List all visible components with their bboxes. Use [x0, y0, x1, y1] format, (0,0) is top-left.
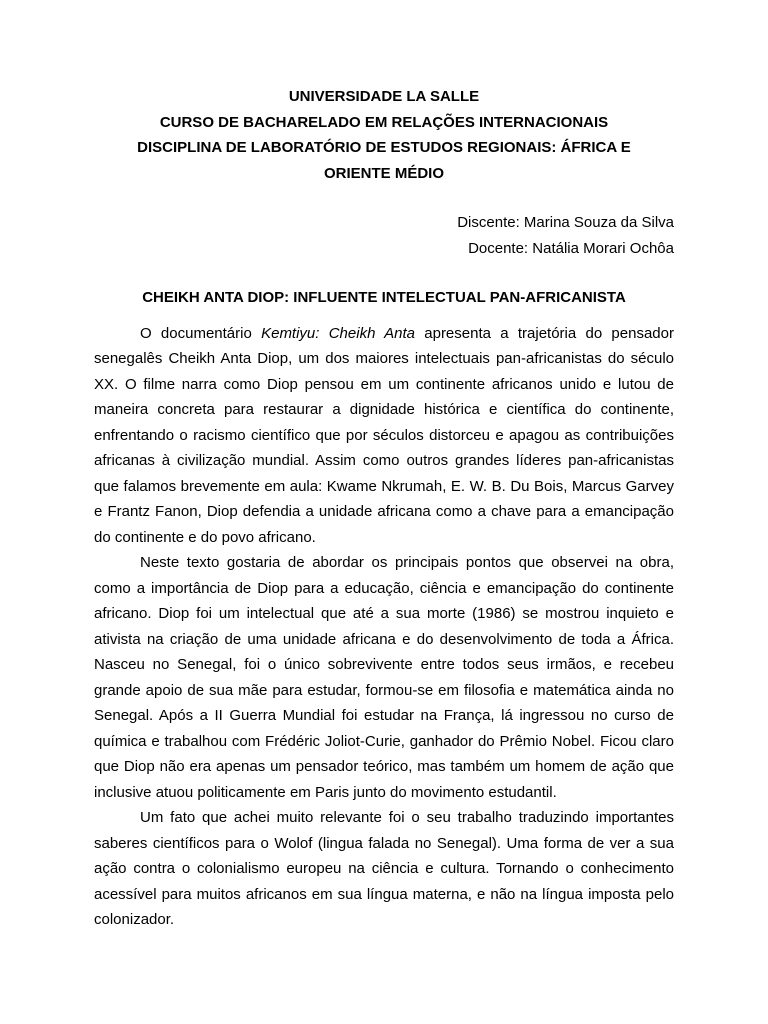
paragraph-3: Um fato que achei muito relevante foi o seu trabalho traduzindo importantes saberes científicos para o Wolof (lingua falada no Senegal). Uma forma de ver a sua ação contra o colonialismo europeu na ciência e cultura. Tornando o conhecimento acessível para muitos africanos em sua língua materna, e não na língua imposta pelo colonizador. — [94, 809, 674, 928]
teacher-name: Docente: Natália Morari Ochôa — [468, 239, 674, 257]
paragraph-2: Neste texto gostaria de abordar os principais pontos que observei na obra, como a importância de Diop para a educação, ciência e emancipação do continente africano. Diop foi um intelectual que até a sua morte (1986) se mostrou inquieto e ativista na criação de uma unidade africana e do desenvolvimento de toda a África. Nasceu no Senegal, foi o único sobrevivente entre todos seus irmãos, e recebeu grande apoio de sua mãe para estudar, formou-se em filosofia e matemática ainda no Senegal. Após a II Guerra Mundial foi estudar na França, lá ingressou no curso de química e trabalhou com Frédéric Joliot-Curie, ganhador do Prêmio Nobel. Ficou claro que Diop não era apenas um pensador teórico, mas também um homem de ação que inclusive atuou politicamente em Paris junto do movimento estudantil. — [94, 554, 674, 801]
university-name: UNIVERSIDADE LA SALLE — [288, 88, 480, 105]
document-title: CHEIKH ANTA DIOP: INFLUENTE INTELECTUAL PAN-AFRICANISTA — [142, 289, 626, 306]
film-title: Kemtiyu: Cheikh Anta — [261, 324, 415, 342]
course-name: CURSO DE BACHARELADO EM RELAÇÕES INTERNACIONAIS — [159, 113, 609, 131]
discipline-name-line1: DISCIPLINA DE LABORATÓRIO DE ESTUDOS REGIONAIS: ÁFRICA E — [137, 139, 631, 156]
paragraph-1-rest: apresenta a trajetória do pensador senegalês Cheikh Anta Diop, um dos maiores intelectuais pan-africanistas do século XX. O filme narra como Diop pensou em um continente africanos unido e lutou de maneira concreta para restaurar a dignidade histórica e científica do continente, enfrentando o racismo científico que por séculos distorceu e apagou as contribuições africanas à civilização mundial. Assim como outros grandes líderes pan-africanistas que falamos brevemente em aula: Kwame Nkrumah, E. W. B. Du Bois, Marcus Garvey e Frantz Fanon, Diop defendia a unidade africana como a chave para a emancipação do continente e do povo africano. — [94, 324, 674, 546]
document-page — [94, 84, 674, 933]
document-header — [94, 84, 674, 186]
student-name: Discente: Marina Souza da Silva — [457, 214, 674, 231]
paragraph-1-start: O documentário — [140, 324, 262, 342]
author-block — [94, 210, 674, 261]
paragraph-1 — [94, 321, 674, 551]
document-body — [94, 321, 674, 933]
discipline-name-line2: ORIENTE MÉDIO — [323, 164, 444, 182]
